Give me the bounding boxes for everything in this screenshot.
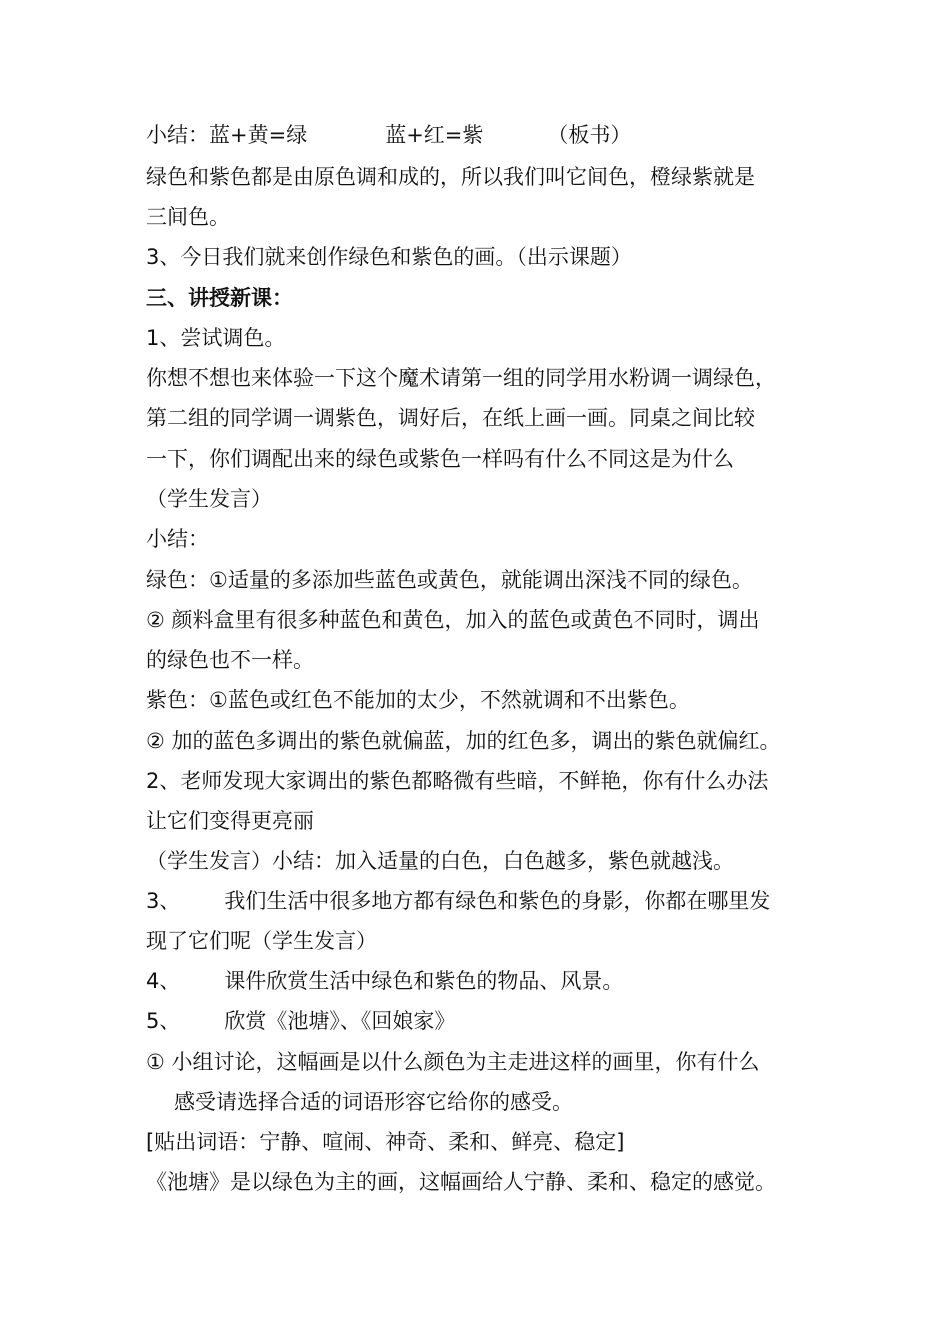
text-line: 3、今日我们就来创作绿色和紫色的画。（出示课题） — [146, 245, 632, 269]
item-text: 欣赏《池塘》、《回娘家》 — [224, 1009, 456, 1033]
numbered-item — [146, 1006, 826, 1036]
text-line: 紫色：①蓝色或红色不能加的太少，不然就调和不出紫色。 — [146, 688, 690, 712]
text-line: ② 颜料盒里有很多种蓝色和黄色，加入的蓝色或黄色不同时，调出 — [146, 608, 760, 632]
text-line: ① 小组讨论，这幅画是以什么颜色为主走进这样的画里，你有什么 — [146, 1050, 760, 1074]
text-line: 感受请选择合适的词语形容它给你的感受。 — [174, 1090, 573, 1114]
text-line: 绿色：①适量的多添加些蓝色或黄色，就能调出深浅不同的绿色。 — [146, 568, 753, 592]
item-text: 我们生活中很多地方都有绿色和紫色的身影，你都在哪里发 — [224, 889, 771, 913]
numbered-item — [146, 966, 826, 996]
text-line: （学生发言）小结：加入适量的白色，白色越多，紫色就越浅。 — [146, 849, 734, 873]
text-line: [贴出词语：宁静、喧闹、神奇、柔和、鲜亮、稳定] — [146, 1130, 625, 1154]
text-line: （学生发言） — [146, 487, 272, 511]
text-line: 绿色和紫色都是由原色调和成的，所以我们叫它间色，橙绿紫就是 — [146, 165, 755, 189]
board-note: （板书） — [547, 123, 632, 147]
text-line: 的绿色也不一样。 — [146, 648, 314, 672]
numbered-item-continuation: 现了它们呢（学生发言） — [146, 929, 377, 953]
item-number: 3、 — [146, 889, 181, 913]
text-line: ② 加的蓝色多调出的紫色就偏蓝，加的红色多，调出的紫色就偏红。 — [146, 729, 781, 753]
numbered-item — [146, 886, 826, 916]
text-line: 你想不想也来体验一下这个魔术请第一组的同学用水粉调一调绿色， — [146, 366, 776, 390]
text-line: 让它们变得更亮丽 — [146, 809, 314, 833]
text-line: 一下，你们调配出来的绿色或紫色一样吗有什么不同这是为什么 — [146, 447, 734, 471]
text-line: 1、尝试调色。 — [146, 326, 286, 350]
section-heading: 三、讲授新课： — [146, 286, 293, 310]
item-text: 课件欣赏生活中绿色和紫色的物品、风景。 — [224, 969, 624, 993]
item-number: 4、 — [146, 969, 181, 993]
text-line: 小结： — [146, 527, 209, 551]
text-line: 三间色。 — [146, 205, 230, 229]
summary-label: 小结： — [146, 123, 209, 147]
text-line: 2、老师发现大家调出的紫色都略微有些暗，不鲜艳，你有什么办法 — [146, 769, 769, 793]
item-number: 5、 — [146, 1009, 181, 1033]
equation-purple: 蓝+红=紫 — [385, 123, 484, 147]
text-line: 第二组的同学调一调紫色，调好后，在纸上画一画。同桌之间比较 — [146, 406, 755, 430]
summary-line — [146, 120, 826, 150]
equation-green: 蓝+黄=绿 — [209, 123, 308, 147]
text-line: 《池塘》是以绿色为主的画，这幅画给人宁静、柔和、稳定的感觉。 — [146, 1170, 776, 1194]
